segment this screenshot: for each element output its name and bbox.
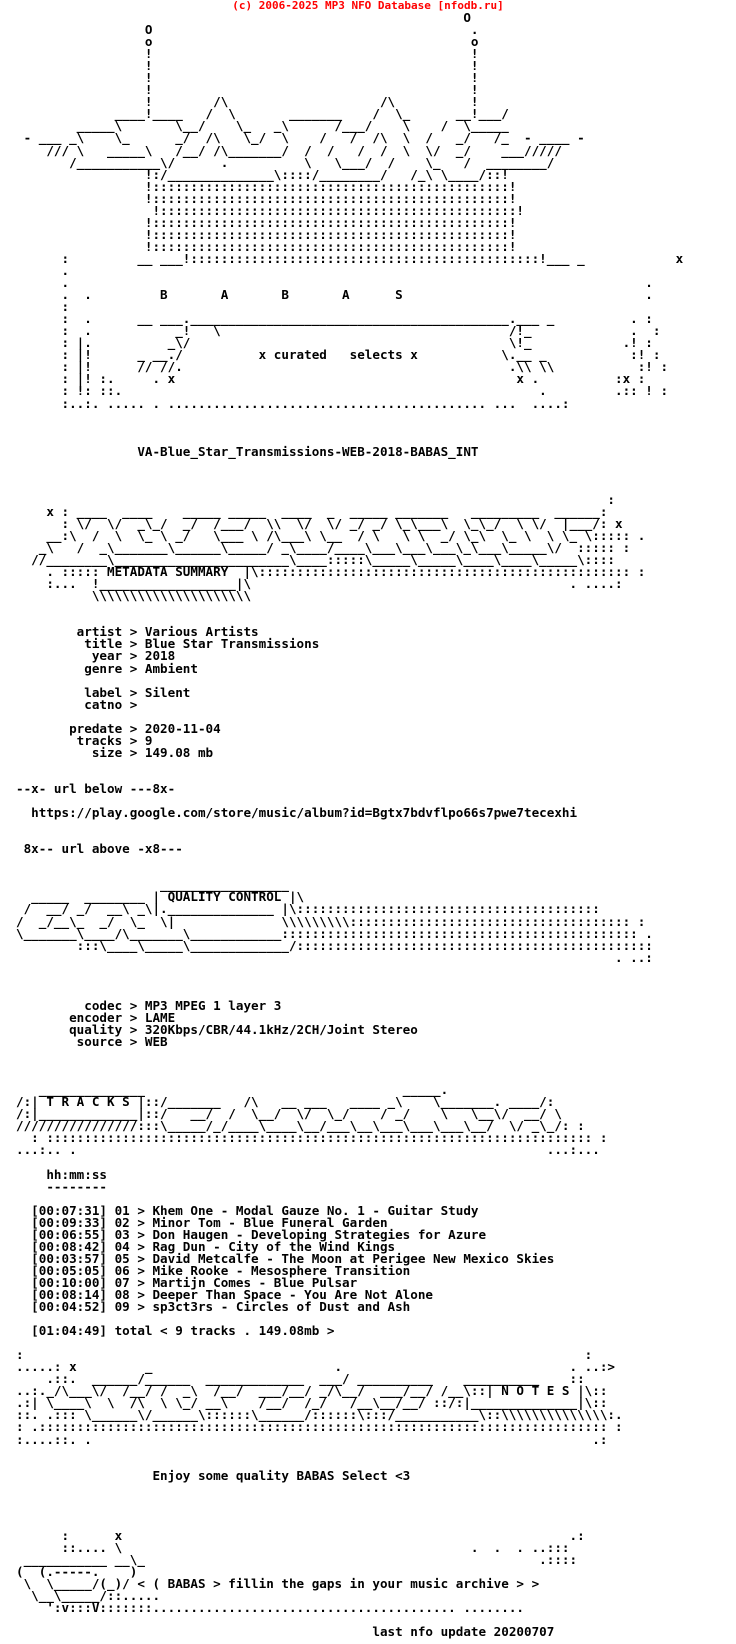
nfo-line: [00:05:05] 06 > Mike Rooke - Mesosphere Transition	[16, 1262, 411, 1278]
nfo-line: [00:03:57] 05 > David Metcalfe - The Moon at Perigee New Mexico Skies	[16, 1250, 555, 1266]
nfo-line: ___________ __\_ .::::	[16, 1552, 578, 1567]
nfo-line: year > 2018	[16, 648, 176, 664]
nfo-line: encoder > LAME	[16, 1009, 176, 1025]
nfo-line: !:/______________\::::/________/ /_\ \____/::!	[16, 166, 509, 182]
nfo-line: _________________	[16, 877, 289, 893]
nfo-line: [00:08:42] 04 > Rag Dun - City of the Wind Kings	[16, 1238, 396, 1254]
nfo-line: https://play.google.com/store/music/album?id=Bgtx7bdvflpo66s7pwe7tecexhi	[16, 805, 578, 821]
nfo-line: !:::::::::::::::::::::::::::::::::::::::::::::::!	[16, 226, 517, 242]
nfo-line: : |! // //. .\\ \\ :! :	[16, 359, 669, 375]
nfo-line: ! !	[16, 46, 479, 62]
nfo-line: :	[16, 491, 615, 507]
nfo-line: .:| \____\ \ /\ \ \_/ __\ /__/ /_/ /__\__/__/ ::/:|______________|\::	[16, 1395, 608, 1411]
nfo-line: genre > Ambient	[16, 660, 198, 676]
nfo-line: x : ____ ____ _____ _____ ____ _ _____ _______ _________ ______:	[16, 503, 608, 519]
nfo-line: - ___ _\ \_ _/ /\ \_/ \ / / /\ \ / _/ /_ - ____ -	[16, 130, 585, 146]
nfo-line: ! /\ /\ !	[16, 94, 479, 110]
nfo-line: source > WEB	[16, 1033, 168, 1049]
nfo-line: VA-Blue_Star_Transmissions-WEB-2018-BABAS_INT	[16, 443, 479, 459]
nfo-line: artist > Various Artists	[16, 624, 259, 640]
nfo-line: quality > 320Kbps/CBR/44.1kHz/2CH/Joint Stereo	[16, 1021, 418, 1037]
nfo-line: \_______\____/\_______\____________::::::::::::::::::::::::::::::::::::::::::::::: .	[16, 925, 653, 941]
nfo-line: __:\ / \ \_ \ _/ \___ \ /\___\ \__ / \ \ \ _/ \_\ \_ \ \ \_ \::::: .	[16, 528, 646, 544]
nfo-line: size > 149.08 mb	[16, 744, 214, 760]
nfo-line: last nfo update 20200707	[16, 1624, 555, 1640]
nfo-line: . . B A B A S .	[16, 287, 653, 303]
nfo-line: !:::::::::::::::::::::::::::::::::::::::::::::::!	[16, 190, 517, 206]
nfo-line: : |! :. . x x . :x :	[16, 371, 646, 387]
nfo-line: [00:04:52] 09 > sp3ct3rs - Circles of Dust and Ash	[16, 1299, 411, 1315]
nfo-line: /:|_____________|::/ __/ / \__/ \/ \_/ / _/ \ \__\/ __/ \	[16, 1106, 562, 1122]
nfo-line: : \/ \/ _\_/ _/ /___/ \\ \/ \/ _/ _/ \_\___\ \_\_/ \ \/ |___/: x	[16, 515, 623, 531]
nfo-line: ! !	[16, 58, 479, 74]
nfo-line: .	[16, 262, 70, 278]
nfo-line: [00:07:31] 01 > Khem One - Modal Gauze No. 1 - Guitar Study	[16, 1202, 479, 1218]
nfo-line: --x- url below ---8x-	[16, 781, 176, 796]
nfo-line: label > Silent	[16, 684, 191, 700]
nfo-line: : .::::::::::::::::::::::::::::::::::::::::::::::::::::::::::::::::::::::::::: :	[16, 1419, 623, 1435]
nfo-line: ////////////////:::\_____/_/____\____\__/___\__\___\___\___\__/ \/ _\_/: :	[16, 1118, 585, 1134]
nfo-line: : |. _\/ \!_ .! :	[16, 335, 653, 351]
nfo-line: /// \ _____\ /__/ /\_______/ / / / / \ \/ _/ ___/////	[16, 142, 562, 158]
nfo-line: . ..:	[16, 949, 653, 965]
nfo-line: :....::. . .:	[16, 1431, 608, 1447]
nfo-line: :..:. ..... . .......................................... ... ....:	[16, 395, 570, 411]
nfo-line: [01:04:49] total < 9 tracks . 149.08mb >	[16, 1323, 335, 1339]
nfo-line: /___________\/ . \ \___/ / \_ / ________/	[16, 154, 555, 170]
nfo-line: title > Blue Star Transmissions	[16, 636, 320, 652]
nfo-line: //________\_______________________\____:::::\_____\_____\____\____\_____\::::	[16, 552, 615, 568]
nfo-line: ::. .::: \______\/______\::::::\______/::::::\:::/___________\::\\\\\\\\\\\\\\:.	[16, 1407, 623, 1423]
nfo-line: .::. ______/______ _____________ ___/ __________ __________ ::	[16, 1371, 585, 1387]
nfo-line: !:::::::::::::::::::::::::::::::::::::::::::::::!	[16, 178, 517, 194]
nfo-line: ! !	[16, 70, 479, 86]
nfo-line: \__\_____/::.....	[16, 1588, 161, 1604]
nfo-line: : :::::::::::::::::::::::::::::::::::::::::::::::::::::::::::::::::::::::: :	[16, 1130, 608, 1146]
nfo-line: O .	[16, 22, 479, 38]
nfo-line: ____!____ / \ _______ / \_ __!___/	[16, 106, 509, 122]
nfo-line: !:::::::::::::::::::::::::::::::::::::::::::::::!	[16, 238, 517, 254]
nfo-line: : :	[16, 1347, 593, 1363]
nfo-line: ::.... \ . . . ..:::	[16, 1539, 570, 1555]
nfo-line: [00:10:00] 07 > Martijn Comes - Blue Pulsar	[16, 1274, 358, 1290]
nfo-line: /:| T R A C K S |::/_______ /\ __ ___ ____ _\ \_______. ____/:	[16, 1094, 555, 1110]
nfo-line: \\\\\\\\\\\\\\\\\\\\\	[16, 588, 252, 604]
nfo-line: ______________ _____.	[16, 1082, 449, 1098]
nfo-line: ':v:::V:::::::........................................ ........	[16, 1600, 524, 1616]
nfo-line: ( (.-----. )	[16, 1564, 138, 1580]
nfo-line: :	[16, 299, 70, 315]
nfo-line: ..:._/\___\/ /__/ / _\ /__/ ___/__/ _/\__/ ___/__/ /__\::| N O T E S |\::	[16, 1383, 608, 1399]
nfo-line: o o	[16, 34, 479, 50]
nfo-line: tracks > 9	[16, 732, 153, 748]
nfo-line: . .	[16, 275, 653, 291]
nfo-line: predate > 2020-11-04	[16, 720, 221, 736]
nfo-line: .....: x _ . . ..:>	[16, 1359, 615, 1375]
nfo-line: _____ ________ | QUALITY CONTROL |\	[16, 889, 305, 905]
nfo-line: ! !	[16, 82, 479, 98]
nfo-line: [00:06:55] 03 > Don Haugen - Developing Strategies for Azure	[16, 1226, 487, 1242]
nfo-line: hh:mm:ss	[16, 1166, 107, 1182]
nfo-line: _\ / _\_______\______\_____/ _\____/____\___\___\___\_\___\_____\/ ::::: :	[16, 540, 631, 556]
nfo-line: :... !__________________|\ . ....:	[16, 576, 623, 592]
nfo-line: !:::::::::::::::::::::::::::::::::::::::::::::::!	[16, 202, 524, 218]
nfo-line: \ \_____/(_)/ < ( BABAS > fillin the gaps in your music archive > >	[16, 1576, 540, 1592]
nfo-line: _____\ \__/ \_ _\ /___/ \ / \_____	[16, 118, 509, 134]
nfo-line: !:::::::::::::::::::::::::::::::::::::::::::::::!	[16, 214, 517, 230]
nfo-line: :::\____\_____\_____________/:::::::::::::::::::::::::::::::::::::::::::::::	[16, 937, 653, 953]
nfodb-header: (c) 2006-2025 MP3 NFO Database [nfodb.ru]	[232, 0, 504, 12]
nfo-line: . ::::: METADATA SUMMARY |\::::::::::::::::::::::::::::::::::::::::::::::::: :	[16, 564, 646, 580]
nfo-line: [00:09:33] 02 > Minor Tom - Blue Funeral Garden	[16, 1214, 388, 1230]
nfo-line: Enjoy some quality BABAS Select <3	[16, 1467, 411, 1483]
nfo-line: : . _! \ /!_ . :	[16, 323, 661, 339]
nfo-line: 8x-- url above -x8---	[16, 841, 183, 857]
nfo-line: : |! _ __./ x curated selects x \.__ _ :! :	[16, 347, 661, 363]
nfo-line: [00:08:14] 08 > Deeper Than Space - You Are Not Alone	[16, 1286, 434, 1302]
nfo-line: / __/ _/ __\ _\|.______________ |\::::::::::::::::::::::::::::::::::::::::	[16, 901, 600, 917]
nfo-line: : x .:	[16, 1527, 585, 1543]
nfo-line: O	[16, 10, 471, 25]
nfo-text	[16, 12, 683, 1638]
nfo-line: / _/__\_ _/ \_ \| \\\\\\\\\::::::::::::::::::::::::::::::::::::: :	[16, 913, 646, 929]
nfo-line: : __ ___!::::::::::::::::::::::::::::::::::::::::::::::!___ _ x	[16, 250, 684, 266]
nfo-line: --------	[16, 1178, 107, 1194]
nfo-line: catno >	[16, 696, 138, 712]
nfo-line: ...:.. . ...:...	[16, 1142, 600, 1158]
nfo-line: : !: ::. . .:: ! :	[16, 383, 669, 399]
nfo-line: codec > MP3 MPEG 1 layer 3	[16, 997, 282, 1013]
nfo-line: : . __ ___.__________________________________________.___ _ . :	[16, 311, 653, 327]
